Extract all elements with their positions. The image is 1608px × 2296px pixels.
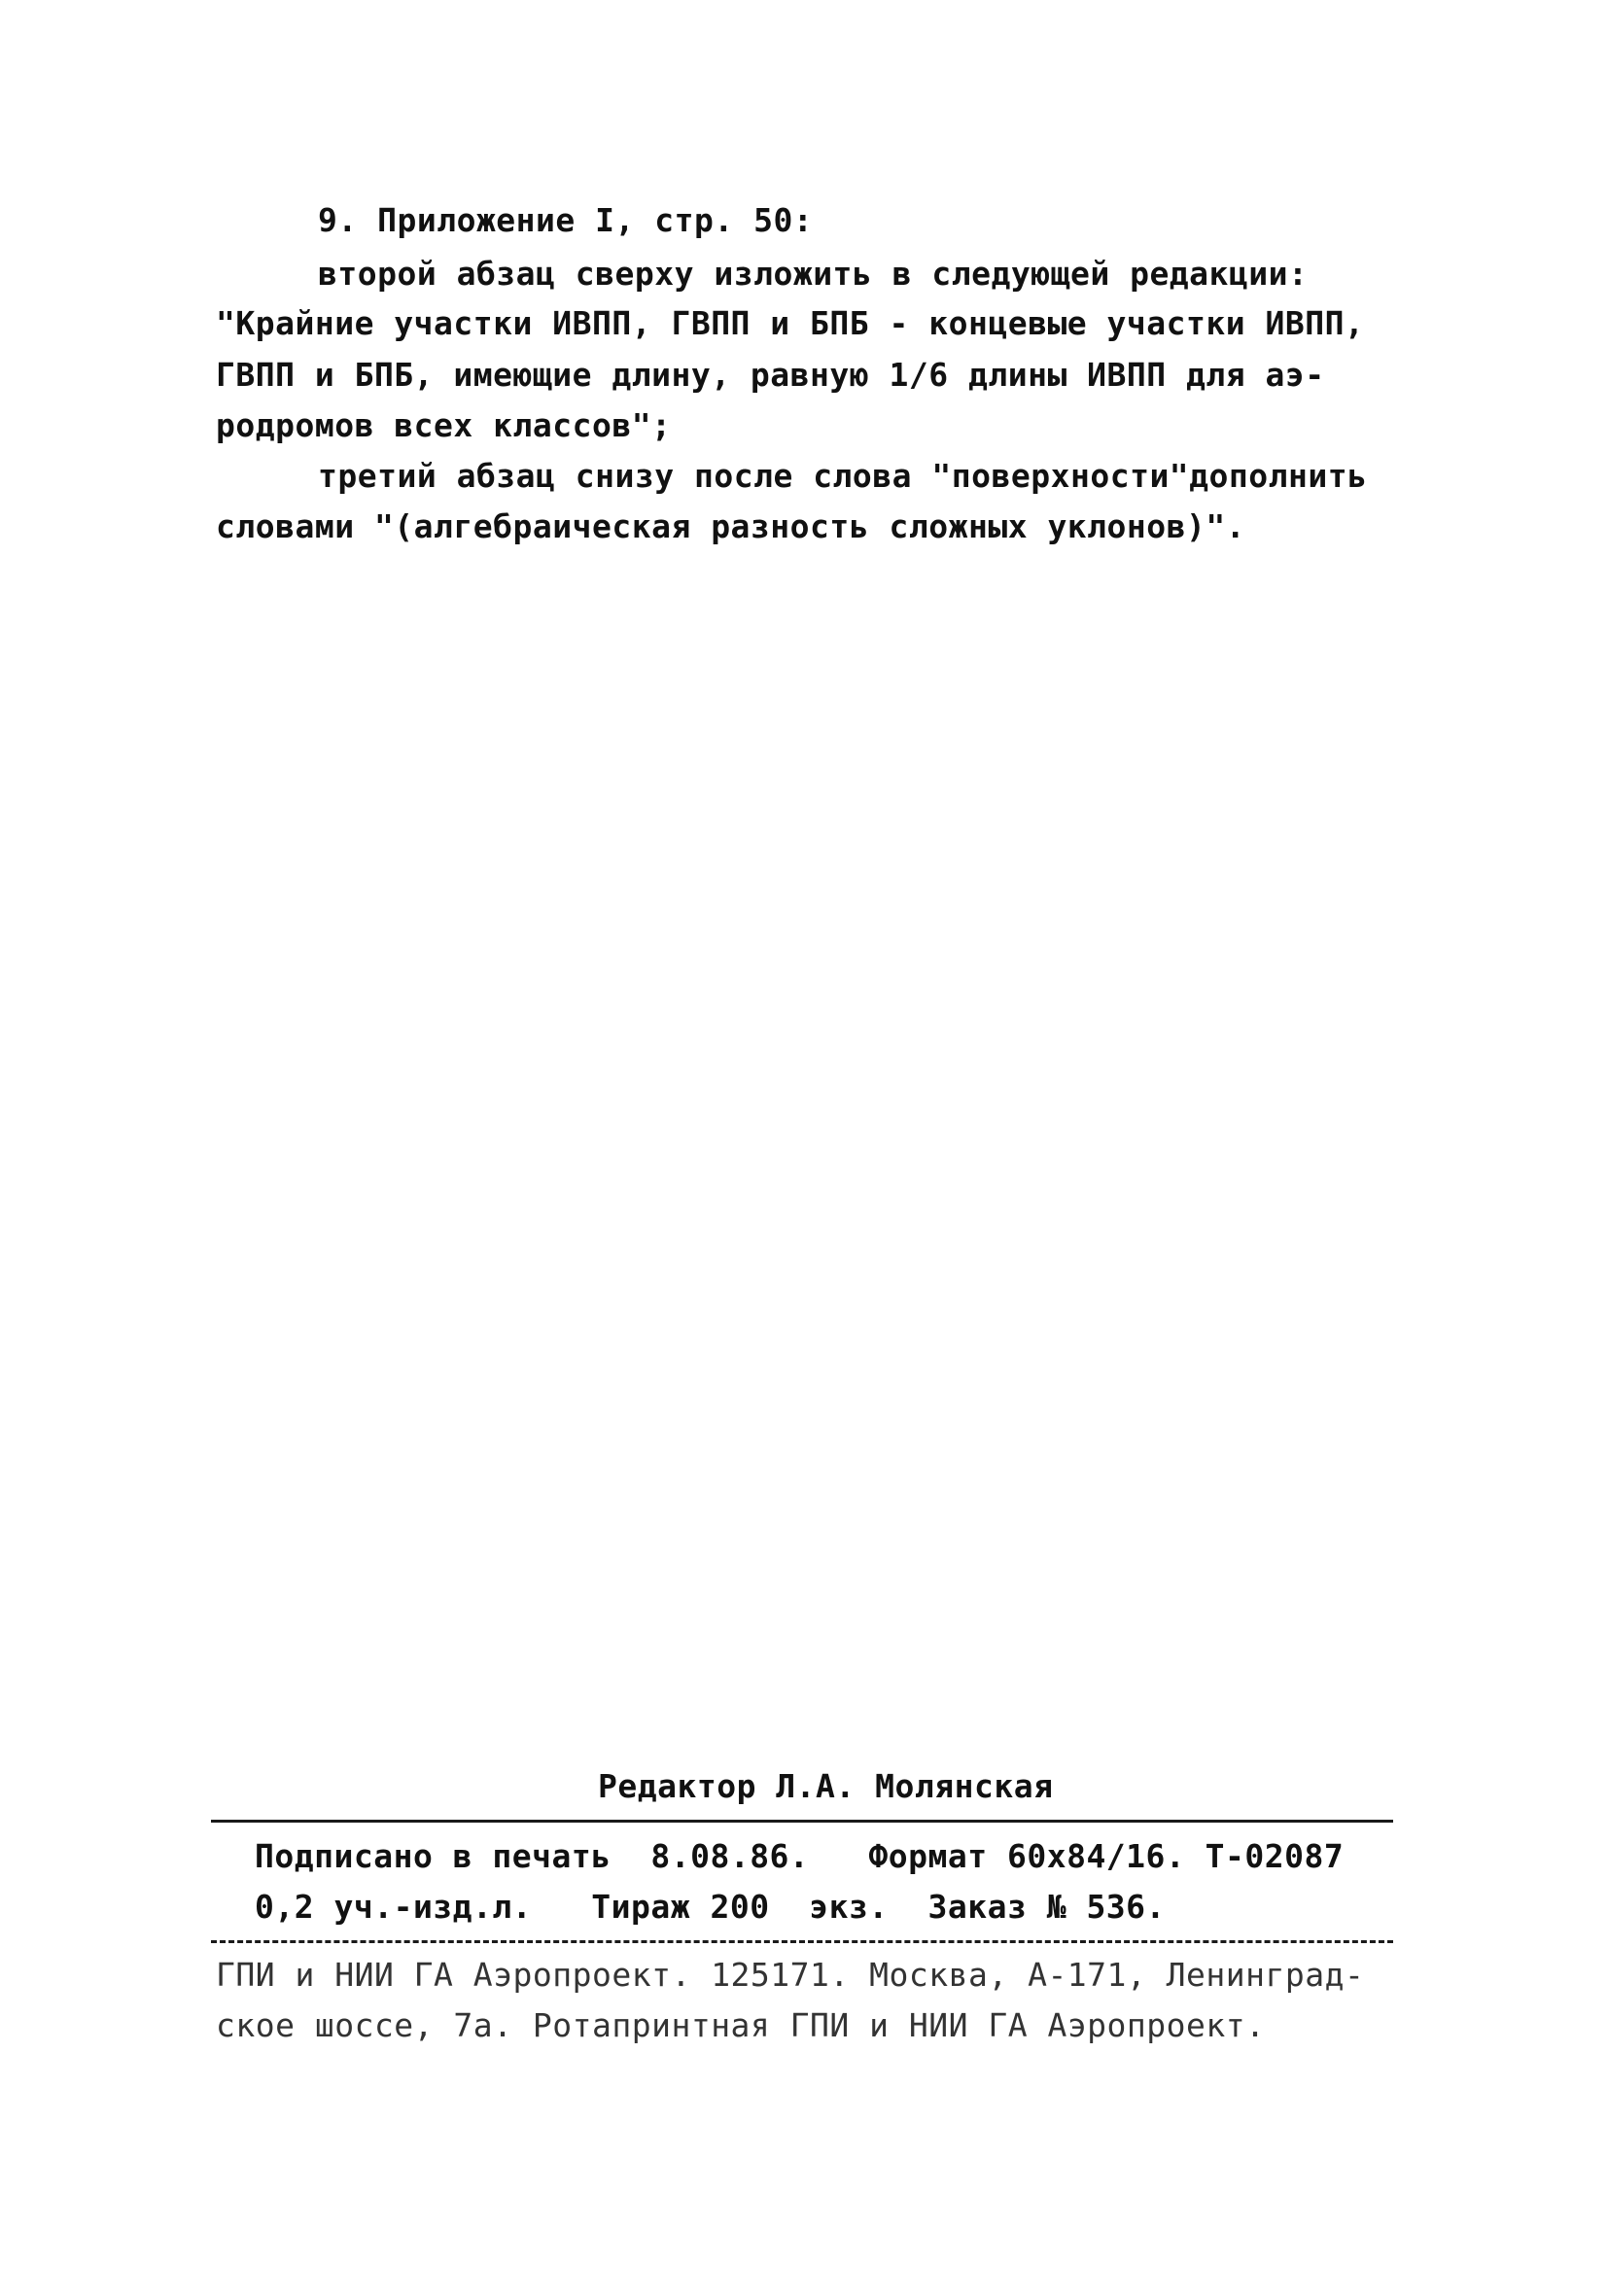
paragraph-1-line-3: ГВПП и БПБ, имеющие длину, равную 1/6 длины ИВПП для аэ- xyxy=(216,356,1325,394)
publisher-line-1: ГПИ и НИИ ГА Аэропроект. 125171. Москва, А-171, Ленинград- xyxy=(216,1956,1365,1994)
imprint-bottom-rule xyxy=(211,1940,1393,1943)
paragraph-1-line-4: родромов всех классов"; xyxy=(216,406,672,444)
paragraph-2-line-2: словами "(алгебраическая разность сложных уклонов)". xyxy=(216,507,1246,545)
paragraph-1-line-1: второй абзац сверху изложить в следующей редакции: xyxy=(318,255,1309,293)
item-heading: 9. Приложение I, стр. 50: xyxy=(318,201,814,239)
signed-for-print-line: Подписано в печать 8.08.86. Формат 60x84/16. Т-02087 xyxy=(255,1837,1345,1875)
volume-circulation-line: 0,2 уч.-изд.л. Тираж 200 экз. Заказ № 536. xyxy=(255,1888,1166,1926)
publisher-line-2: ское шоссе, 7а. Ротапринтная ГПИ и НИИ ГА Аэропроект. xyxy=(216,2006,1266,2044)
editor-line: Редактор Л.А. Молянская xyxy=(598,1767,1054,1805)
paragraph-2-line-1: третий абзац снизу после слова "поверхности"дополнить xyxy=(318,457,1368,495)
imprint-top-rule xyxy=(211,1820,1393,1823)
paragraph-1-line-2: "Крайние участки ИВПП, ГВПП и БПБ - концевые участки ИВПП, xyxy=(216,304,1365,342)
